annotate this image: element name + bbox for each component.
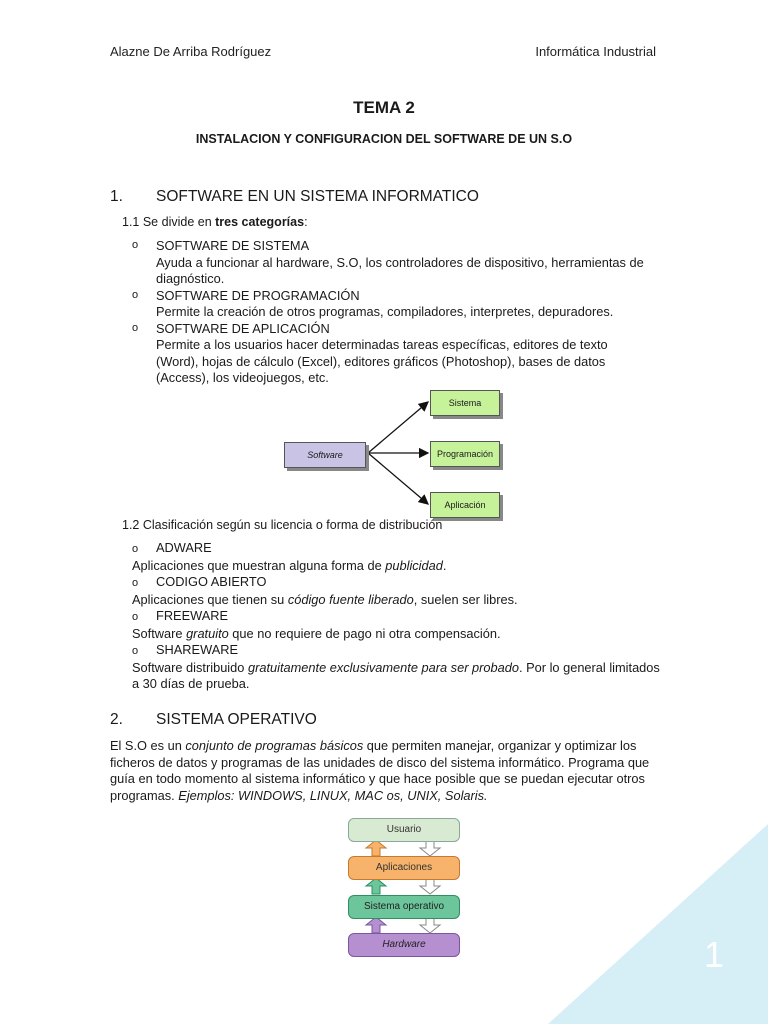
programacion-box: Programación: [430, 441, 500, 467]
arrow-up-icon: [366, 840, 386, 856]
licenses-list: [132, 540, 662, 693]
bullet-icon: o: [132, 288, 139, 301]
license-desc-post: , suelen ser libres.: [413, 591, 518, 607]
list-item: [130, 288, 670, 321]
license-name: CODIGO ABIERTO: [156, 574, 267, 589]
bullet-icon: o: [132, 543, 139, 555]
arrow-down-icon: [420, 878, 440, 894]
corner-triangle-decoration: [548, 824, 768, 1024]
license-desc-pre: Aplicaciones que tienen su: [132, 591, 288, 607]
os-layer-diagram: [344, 816, 464, 962]
license-desc-em: código fuente liberado: [287, 591, 414, 607]
license-desc-em: publicidad: [385, 557, 443, 573]
list-item: [132, 574, 662, 608]
page-number: 1: [703, 934, 724, 975]
category-desc: Ayuda a funcionar al hardware, S.O, los controladores de dispositivo, herramientas de diagnóstico.: [156, 254, 644, 286]
license-name-row: [132, 540, 662, 558]
category-desc: Permite a los usuarios hacer determinadas tareas específicas, editores de texto (Word), hojas de cálculo (Excel), editores gráficos (Photoshop), bases de datos (Access), los videojuegos, etc.: [156, 337, 608, 385]
category-name: SOFTWARE DE SISTEMA: [156, 238, 310, 253]
license-desc: [132, 660, 662, 693]
para-pre: El S.O es un: [110, 738, 186, 753]
bullet-icon: o: [132, 321, 139, 334]
license-name-row: [132, 574, 662, 592]
sub1-bold: tres categorías: [215, 215, 305, 229]
license-desc-post: . Por lo general limitados a 30 días de prueba.: [132, 659, 660, 691]
aplicacion-box: Aplicación: [430, 492, 500, 518]
software-box: Software: [284, 442, 366, 468]
license-desc-em: gratuitamente exclusivamente para ser probado: [247, 659, 519, 675]
bullet-icon: o: [132, 611, 139, 623]
arrow-up-icon: [366, 917, 386, 933]
list-item: [132, 540, 662, 574]
para-mid: que permiten manejar, organizar y optimizar los ficheros de datos y programas de las unidades de disco del sistema informático. Programa que guía en todo momento al sistema informático y que hace posible que se puedan ejecutar otros programas.: [110, 738, 650, 803]
section-1-title: SOFTWARE EN UN SISTEMA INFORMATICO: [156, 188, 479, 205]
license-desc-pre: Software distribuido: [132, 659, 248, 675]
arrow-down-icon: [420, 917, 440, 933]
license-name: FREEWARE: [156, 608, 229, 623]
license-desc-post: que no requiere de pago ni otra compensación.: [228, 625, 501, 641]
arrow-to-sistema: [368, 402, 428, 453]
subsection-1-1: [122, 214, 308, 231]
section-2-number: 2.: [110, 711, 123, 728]
categories-list: [130, 238, 670, 387]
section-2-heading: [110, 711, 317, 729]
category-name: SOFTWARE DE APLICACIÓN: [156, 320, 330, 336]
license-desc: [132, 558, 662, 575]
license-name: SHAREWARE: [156, 642, 239, 657]
header-author: Alazne De Arriba Rodríguez: [110, 44, 272, 59]
section-1-heading: [110, 188, 479, 206]
license-name: ADWARE: [156, 540, 212, 555]
list-item: [132, 608, 662, 642]
section-2-title: SISTEMA OPERATIVO: [156, 711, 317, 728]
layer-sistema-operativo: Sistema operativo: [348, 895, 460, 919]
sistema-box: Sistema: [430, 390, 500, 416]
license-desc-em: gratuito: [186, 625, 229, 641]
subsection-1-2: 1.2 Clasificación según su licencia o forma de distribución: [122, 518, 443, 532]
page-title: TEMA 2: [353, 98, 415, 117]
license-desc-pre: Aplicaciones que muestran alguna forma de: [132, 557, 386, 573]
license-desc-pre: Software: [132, 625, 187, 641]
software-diagram: [280, 386, 510, 520]
arrow-down-icon: [420, 840, 440, 856]
list-item: [130, 321, 670, 387]
layer-hardware: Hardware: [348, 933, 460, 957]
layer-aplicaciones: Aplicaciones: [348, 856, 460, 880]
section-2-paragraph: [110, 738, 658, 804]
category-name: SOFTWARE DE PROGRAMACIÓN: [156, 287, 360, 303]
license-desc-post: .: [442, 557, 447, 573]
bullet-icon: o: [132, 239, 139, 251]
header-course: Informática Industrial: [535, 44, 656, 59]
layer-usuario: Usuario: [348, 818, 460, 842]
para-examples: Ejemplos: WINDOWS, LINUX, MAC os, UNIX, Solaris.: [178, 787, 488, 803]
list-item: [130, 238, 670, 288]
license-name-row: [132, 642, 662, 660]
bullet-icon: o: [132, 577, 139, 589]
sub1-intro: 1.1 Se divide en: [122, 215, 216, 229]
sub1-end: :: [304, 215, 308, 229]
list-item: [132, 642, 662, 693]
license-desc: [132, 626, 662, 643]
license-name-row: [132, 608, 662, 626]
license-desc: [132, 592, 662, 609]
category-desc: Permite la creación de otros programas, compiladores, interpretes, depuradores.: [156, 304, 614, 319]
arrow-up-icon: [366, 878, 386, 894]
arrow-to-aplicacion: [368, 453, 428, 504]
para-em: conjunto de programas básicos: [185, 738, 364, 753]
section-1-number: 1.: [110, 188, 123, 205]
page-subtitle: INSTALACION Y CONFIGURACION DEL SOFTWARE DE UN S.O: [195, 132, 573, 146]
bullet-icon: o: [132, 645, 139, 657]
